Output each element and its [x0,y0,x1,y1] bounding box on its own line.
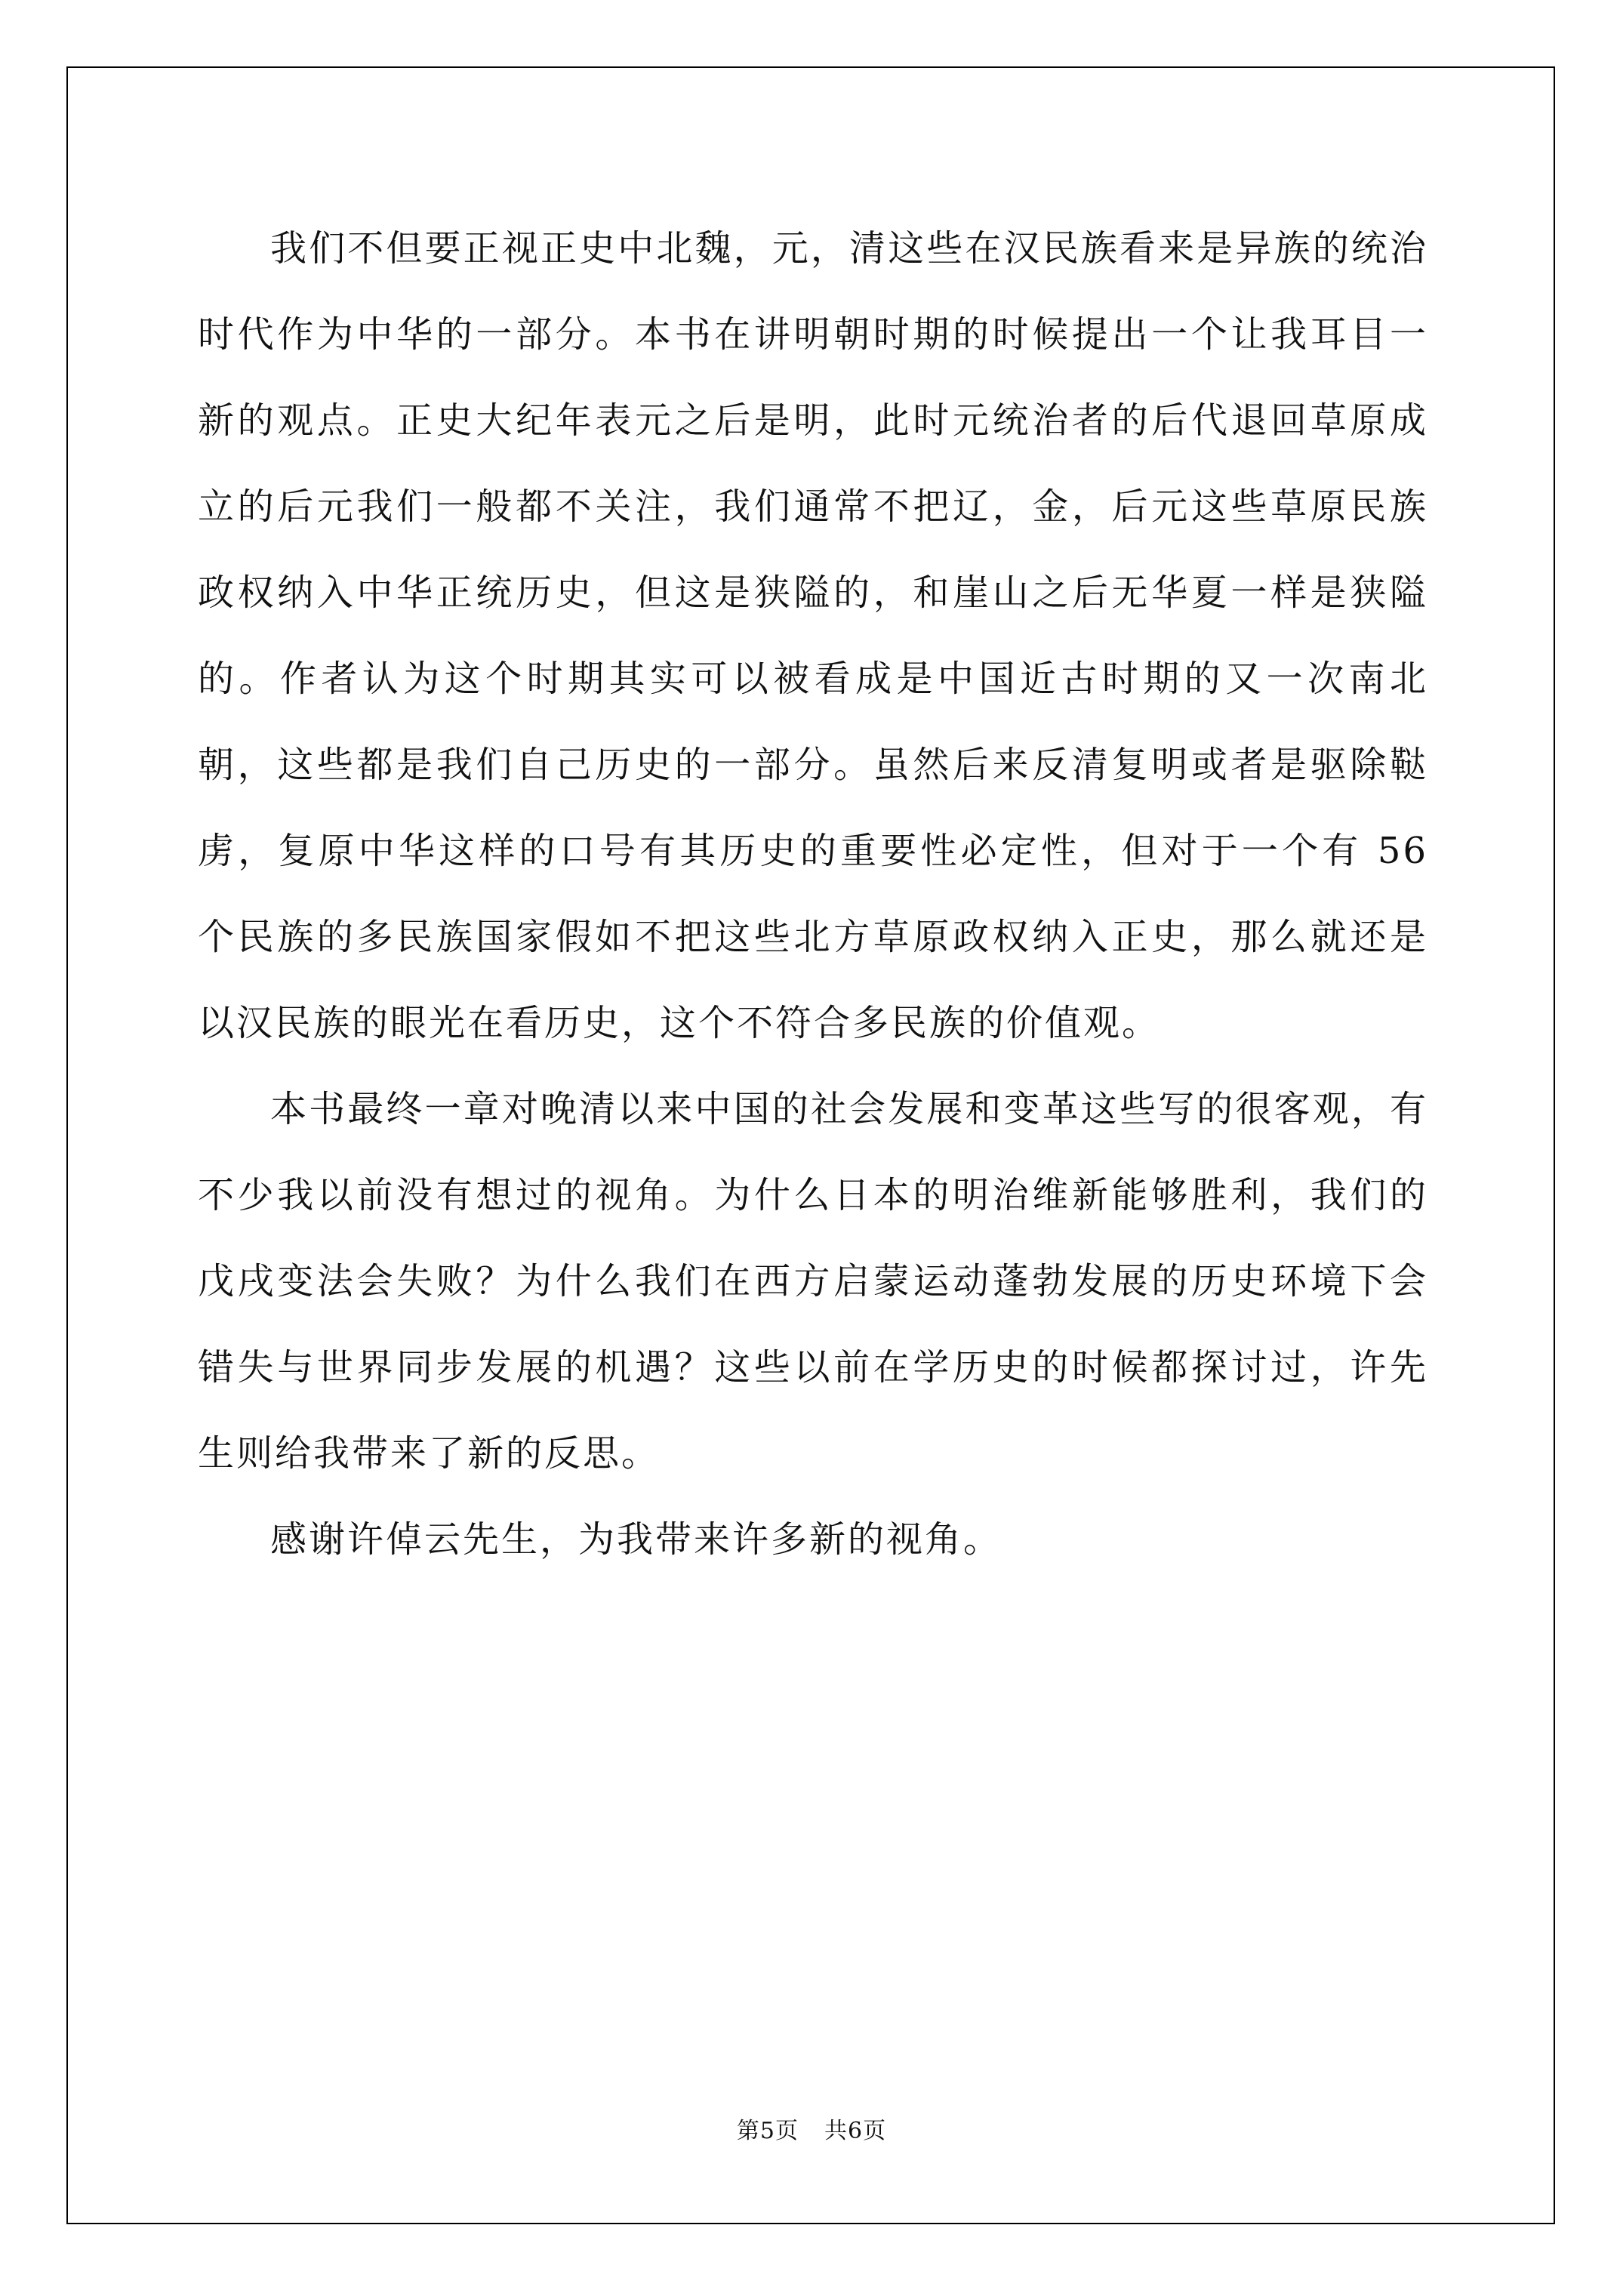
document-body [198,205,1428,1583]
paragraph-3: 感谢许倬云先生，为我带来许多新的视角。 [270,1518,1002,1561]
page-footer [0,2112,1623,2145]
paragraph-2: 本书最终一章对晚清以来中国的社会发展和变革这些写的很客观，有不少我以前没有想过的视角。为什么日本的明治维新能够胜利，我们的戊戌变法会失败？为什么我们在西方启蒙运动蓬勃发展的历史环境下会错失与世界同步发展的机遇？这些以前在学历史的时候都探讨过，许先生则给我带来了新的反思。 [198,1088,1428,1475]
paragraph-1: 我们不但要正视正史中北魏，元，清这些在汉民族看来是异族的统治时代作为中华的一部分。本书在讲明朝时期的时候提出一个让我耳目一新的观点。正史大纪年表元之后是明，此时元统治者的后代退回草原成立的后元我们一般都不关注，我们通常不把辽，金，后元这些草原民族政权纳入中华正统历史，但这是狭隘的，和崖山之后无华夏一样是狭隘的。作者认为这个时期其实可以被看成是中国近古时期的又一次南北朝，这些都是我们自己历史的一部分。虽然后来反清复明或者是驱除鞑虏，复原中华这样的口号有其历史的重要性必定性，但对于一个有 56 个民族的多民族国家假如不把这些北方草原政权纳入正史，那么就还是以汉民族的眼光在看历史，这个不符合多民族的价值观。 [198,227,1428,1044]
page-number-current: 第5页 [736,2118,799,2144]
page-number-total: 共6页 [824,2118,887,2144]
